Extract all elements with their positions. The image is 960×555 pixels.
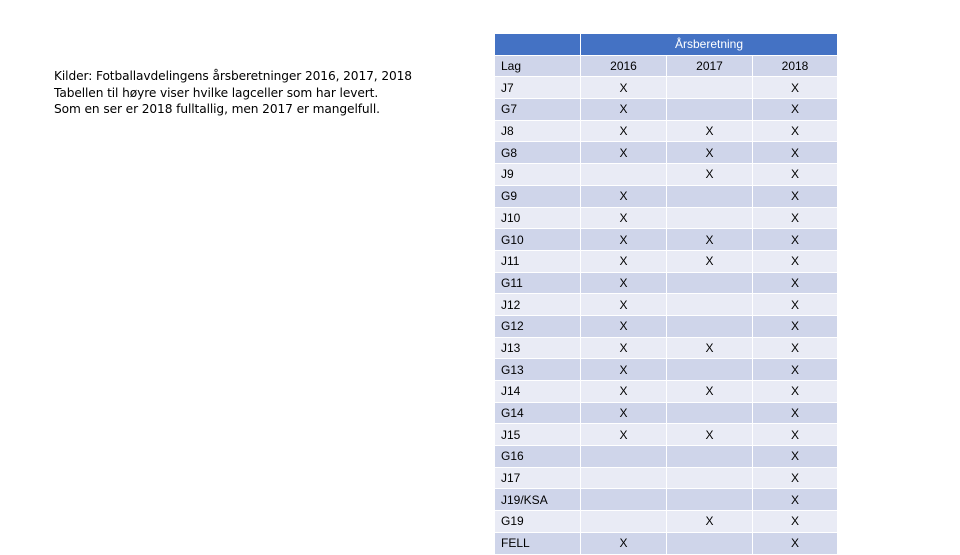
cell-2016: X [581,403,667,425]
cell-2017 [667,446,753,468]
cell-2017 [667,294,753,316]
table-row [495,99,838,121]
cell-2016: X [581,208,667,230]
table-row [495,164,838,186]
table-body [495,77,838,554]
cell-2017: X [667,121,753,143]
cell-2016: X [581,142,667,164]
cell-2018: X [753,424,838,446]
table-row [495,273,838,295]
cell-2016: X [581,121,667,143]
cell-2016: X [581,316,667,338]
table-row [495,489,838,511]
team-cell: J19/KSA [495,489,581,511]
team-cell: J17 [495,468,581,490]
cell-2017 [667,186,753,208]
cell-2018: X [753,142,838,164]
team-cell: J8 [495,121,581,143]
cell-2017: X [667,251,753,273]
cell-2016 [581,446,667,468]
cell-2018: X [753,208,838,230]
table-header-blank [495,34,581,56]
cell-2016: X [581,359,667,381]
table-row [495,294,838,316]
cell-2016: X [581,533,667,555]
cell-2018: X [753,316,838,338]
cell-2016 [581,468,667,490]
team-cell: J11 [495,251,581,273]
cell-2017 [667,489,753,511]
cell-2018: X [753,164,838,186]
cell-2016: X [581,294,667,316]
cell-2018: X [753,489,838,511]
table-row [495,359,838,381]
team-cell: G10 [495,229,581,251]
team-cell: G19 [495,511,581,533]
cell-2017 [667,468,753,490]
table-row [495,208,838,230]
cell-2018: X [753,77,838,99]
team-cell: J12 [495,294,581,316]
table-row [495,142,838,164]
cell-2017 [667,316,753,338]
cell-2017 [667,533,753,555]
cell-2018: X [753,251,838,273]
cell-2017: X [667,381,753,403]
cell-2017 [667,77,753,99]
cell-2018: X [753,121,838,143]
team-cell: J13 [495,338,581,360]
cell-2016: X [581,424,667,446]
cell-2017: X [667,511,753,533]
cell-2018: X [753,446,838,468]
notes-line-3: Som en ser er 2018 fulltallig, men 2017 er mangelfull. [54,102,380,116]
cell-2016: X [581,338,667,360]
team-cell: FELL [495,533,581,555]
cell-2017: X [667,142,753,164]
cell-2018: X [753,273,838,295]
table-row [495,77,838,99]
table-row [495,338,838,360]
cell-2016: X [581,251,667,273]
column-header-2016: 2016 [581,56,667,78]
cell-2016: X [581,186,667,208]
table-row [495,381,838,403]
cell-2018: X [753,403,838,425]
table-row [495,121,838,143]
team-cell: G16 [495,446,581,468]
cell-2018: X [753,359,838,381]
cell-2017: X [667,229,753,251]
cell-2017: X [667,424,753,446]
source-notes [54,68,412,118]
column-header-2017: 2017 [667,56,753,78]
team-cell: J15 [495,424,581,446]
cell-2016 [581,511,667,533]
table-row [495,403,838,425]
table-row [495,533,838,555]
team-cell: J9 [495,164,581,186]
team-cell: J10 [495,208,581,230]
table-row [495,446,838,468]
cell-2017 [667,99,753,121]
table-row [495,316,838,338]
cell-2018: X [753,338,838,360]
team-cell: G8 [495,142,581,164]
cell-2018: X [753,229,838,251]
team-cell: G13 [495,359,581,381]
cell-2018: X [753,294,838,316]
cell-2018: X [753,511,838,533]
cell-2018: X [753,99,838,121]
table-row [495,229,838,251]
team-cell: J14 [495,381,581,403]
annual-report-table [495,34,838,555]
cell-2016: X [581,229,667,251]
table-group-header: Årsberetning [581,34,838,56]
table-row [495,186,838,208]
table-column-header-row [495,56,838,78]
cell-2016 [581,489,667,511]
table-row [495,251,838,273]
column-header-2018: 2018 [753,56,838,78]
team-cell: G9 [495,186,581,208]
cell-2018: X [753,468,838,490]
team-cell: G14 [495,403,581,425]
team-cell: G7 [495,99,581,121]
table-row [495,511,838,533]
notes-line-1: Kilder: Fotballavdelingens årsberetninger 2016, 2017, 2018 [54,69,412,83]
cell-2016: X [581,273,667,295]
cell-2016: X [581,77,667,99]
cell-2016: X [581,99,667,121]
cell-2017: X [667,338,753,360]
notes-line-2: Tabellen til høyre viser hvilke lagceller som har levert. [54,85,379,100]
column-header-lag: Lag [495,56,581,78]
cell-2018: X [753,381,838,403]
table-row [495,468,838,490]
cell-2017 [667,403,753,425]
team-cell: J7 [495,77,581,99]
cell-2016 [581,164,667,186]
cell-2017 [667,273,753,295]
team-cell: G11 [495,273,581,295]
cell-2017 [667,208,753,230]
table-group-header-row [495,34,838,56]
cell-2018: X [753,186,838,208]
cell-2017 [667,359,753,381]
table-row [495,424,838,446]
team-cell: G12 [495,316,581,338]
cell-2018: X [753,533,838,555]
cell-2016: X [581,381,667,403]
cell-2017: X [667,164,753,186]
